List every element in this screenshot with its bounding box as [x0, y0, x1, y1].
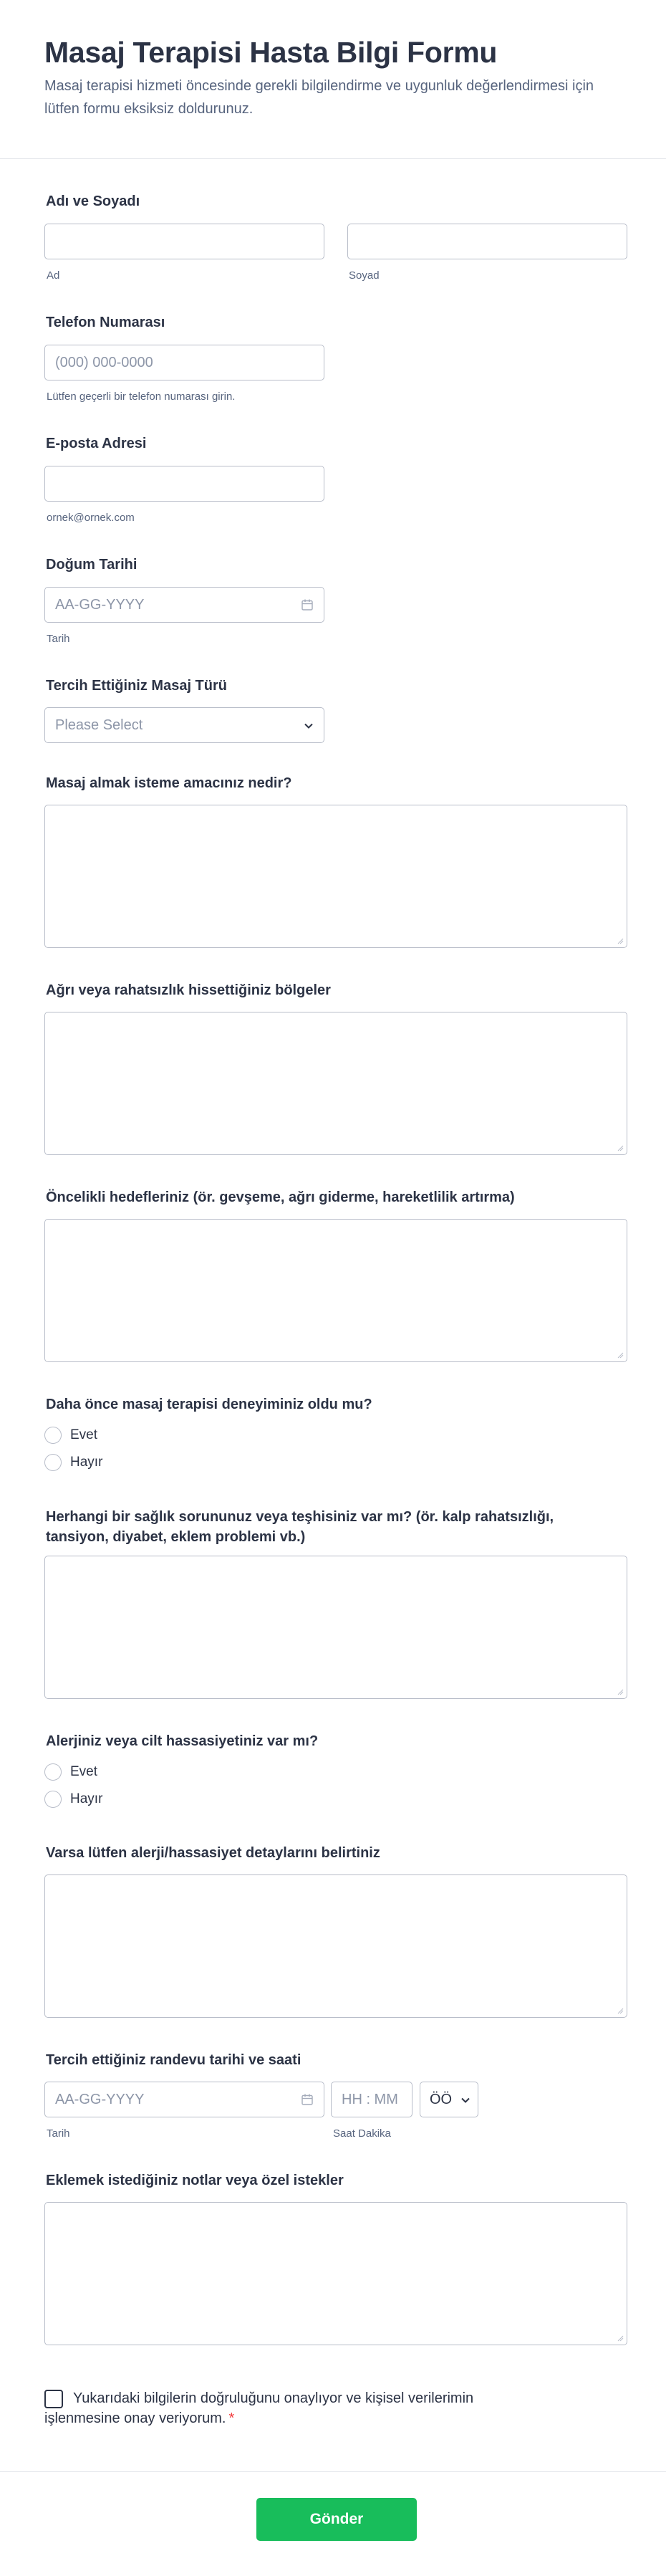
form-title: Masaj Terapisi Hasta Bilgi Formu — [44, 36, 498, 69]
ampm-selected: ÖÖ — [430, 2092, 453, 2107]
birth-date-label: Doğum Tarihi — [46, 557, 137, 573]
birth-date-sublabel: Tarih — [47, 633, 70, 645]
radio-button[interactable] — [44, 1763, 62, 1781]
appointment-date-input[interactable] — [44, 2082, 324, 2117]
radio-button[interactable] — [44, 1427, 62, 1444]
calendar-icon[interactable] — [301, 2093, 314, 2106]
appointment-label: Tercih ettiğiniz randevu tarihi ve saati — [46, 2052, 301, 2068]
submit-button[interactable]: Gönder — [256, 2498, 417, 2541]
radio-label: Evet — [70, 1764, 98, 1779]
appointment-time-sublabel: Saat Dakika — [333, 2127, 391, 2140]
birth-date-placeholder: AA-GG-YYYY — [55, 597, 145, 613]
pain-areas-label: Ağrı veya rahatsızlık hissettiğiniz bölgeler — [46, 982, 331, 998]
massage-type-select[interactable] — [44, 707, 324, 743]
consent-checkbox[interactable] — [44, 2390, 63, 2408]
health-textarea[interactable] — [44, 1556, 627, 1699]
phone-label: Telefon Numarası — [46, 315, 165, 330]
email-input[interactable] — [44, 466, 324, 502]
resize-handle-icon[interactable] — [617, 937, 624, 944]
phone-placeholder: (000) 000-0000 — [55, 355, 153, 370]
calendar-icon[interactable] — [301, 598, 314, 611]
appointment-date-sublabel: Tarih — [47, 2127, 70, 2140]
allergy-details-label: Varsa lütfen alerji/hassasiyet detaylarını belirtiniz — [46, 1845, 380, 1861]
goals-label: Öncelikli hedefleriniz (ör. gevşeme, ağrı giderme, hareketlilik artırma) — [46, 1189, 515, 1205]
purpose-textarea[interactable] — [44, 805, 627, 948]
radio-label: Evet — [70, 1427, 98, 1442]
form-header — [0, 0, 666, 159]
experience-option-yes[interactable] — [44, 1426, 97, 1445]
allergy-label: Alerjiniz veya cilt hassasiyetiniz var mı? — [46, 1733, 319, 1749]
resize-handle-icon[interactable] — [617, 2335, 624, 2342]
consent-text — [44, 2388, 546, 2428]
ampm-select[interactable] — [420, 2082, 478, 2117]
experience-label: Daha önce masaj terapisi deneyiminiz oldu mu? — [46, 1397, 372, 1412]
resize-handle-icon[interactable] — [617, 1144, 624, 1151]
notes-label: Eklemek istediğiniz notlar veya özel istekler — [46, 2173, 344, 2188]
purpose-label: Masaj almak isteme amacınız nedir? — [46, 775, 292, 791]
allergy-option-no[interactable] — [44, 1790, 102, 1809]
radio-label: Hayır — [70, 1791, 103, 1806]
health-label: Herhangi bir sağlık sorununuz veya teşhisiniz var mı? (ör. kalp rahatsızlığı, tansiyon, diyabet, eklem problemi vb.) — [46, 1509, 554, 1545]
email-sublabel: ornek@ornek.com — [47, 512, 135, 524]
required-mark: * — [228, 2410, 235, 2426]
allergy-details-textarea[interactable] — [44, 1874, 627, 2018]
first-name-sublabel: Ad — [47, 269, 60, 282]
experience-option-no[interactable] — [44, 1453, 102, 1472]
last-name-input[interactable] — [347, 224, 627, 259]
birth-date-input[interactable] — [44, 587, 324, 623]
massage-type-label: Tercih Ettiğiniz Masaj Türü — [46, 678, 227, 694]
appointment-time-placeholder: HH : MM — [342, 2092, 398, 2107]
phone-sublabel: Lütfen geçerli bir telefon numarası girin. — [47, 391, 236, 403]
phone-input[interactable] — [44, 345, 324, 380]
appointment-time-input[interactable] — [331, 2082, 412, 2117]
footer-divider — [0, 2471, 666, 2472]
resize-handle-icon[interactable] — [617, 1688, 624, 1695]
resize-handle-icon[interactable] — [617, 2007, 624, 2014]
radio-button[interactable] — [44, 1791, 62, 1808]
pain-areas-textarea[interactable] — [44, 1012, 627, 1155]
radio-button[interactable] — [44, 1454, 62, 1471]
first-name-input[interactable] — [44, 224, 324, 259]
allergy-option-yes[interactable] — [44, 1763, 97, 1781]
appointment-date-placeholder: AA-GG-YYYY — [55, 2092, 145, 2107]
form-subtitle: Masaj terapisi hizmeti öncesinde gerekli bilgilendirme ve uygunluk değerlendirmesi için lütfen formu eksiksiz doldurunuz. — [44, 78, 594, 117]
email-label: E-posta Adresi — [46, 436, 147, 451]
chevron-down-icon — [460, 2095, 470, 2105]
goals-textarea[interactable] — [44, 1219, 627, 1362]
resize-handle-icon[interactable] — [617, 1351, 624, 1359]
chevron-down-icon — [304, 721, 314, 731]
last-name-sublabel: Soyad — [349, 269, 380, 282]
radio-label: Hayır — [70, 1455, 103, 1470]
consent-label: Yukarıdaki bilgilerin doğruluğunu onaylıyor ve kişisel verilerimin işlenmesine onay veriyorum. — [44, 2390, 474, 2426]
notes-textarea[interactable] — [44, 2202, 627, 2345]
name-label: Adı ve Soyadı — [46, 193, 140, 209]
massage-type-selected: Please Select — [55, 717, 143, 733]
